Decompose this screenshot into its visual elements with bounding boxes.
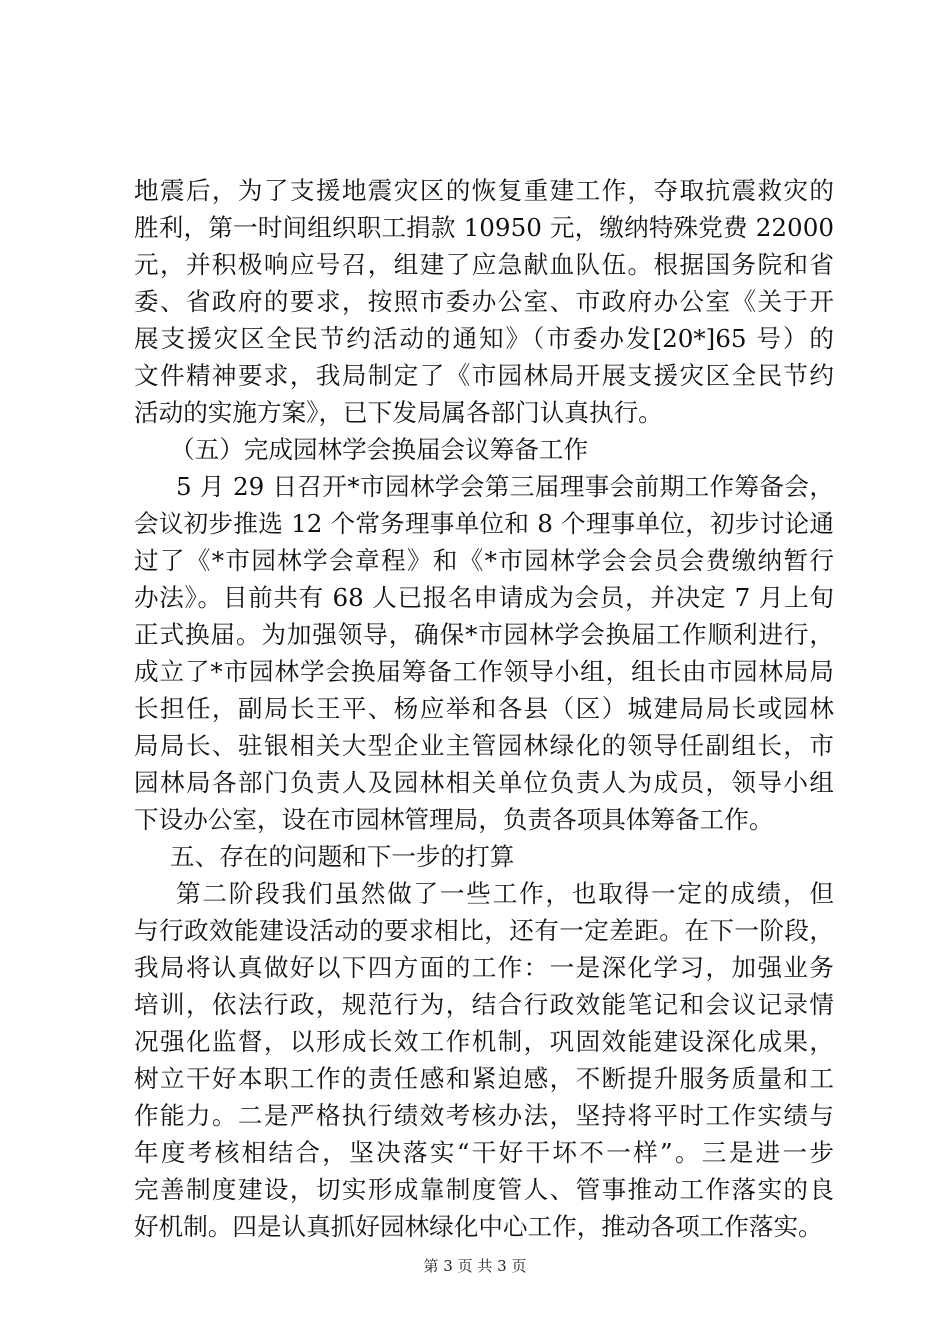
text-line: 地震后，为了支援地震灾区的恢复重建工作，夺取抗震救灾的 xyxy=(134,176,834,205)
text-line: 5 月 29 日召开*市园林学会第三届理事会前期工作筹备会， xyxy=(176,472,834,501)
text-line: 我局将认真做好以下四方面的工作：一是深化学习，加强业务 xyxy=(134,953,834,982)
text-line: 正式换届。为加强领导，确保*市园林学会换届工作顺利进行， xyxy=(134,620,834,649)
page-footer: 第 3 页 共 3 页 xyxy=(423,1257,527,1275)
text-line: 展支援灾区全民节约活动的通知》（市委办发[20*]65 号）的 xyxy=(134,324,834,353)
text-line: 园林局各部门负责人及园林相关单位负责人为成员，领导小组 xyxy=(134,768,834,797)
text-line: 下设办公室，设在市园林管理局，负责各项具体筹备工作。 xyxy=(134,805,774,834)
text-line: 文件精神要求，我局制定了《市园林局开展支援灾区全民节约 xyxy=(134,361,834,390)
text-line: 年度考核相结合，坚决落实“干好干坏不一样”。三是进一步 xyxy=(134,1138,834,1167)
section-heading: 五、存在的问题和下一步的打算 xyxy=(170,842,515,871)
text-line: 完善制度建设，切实形成靠制度管人、管事推动工作落实的良 xyxy=(134,1175,834,1204)
text-line: 元，并积极响应号召，组建了应急献血队伍。根据国务院和省 xyxy=(134,250,834,279)
text-line: 成立了*市园林学会换届筹备工作领导小组，组长由市园林局局 xyxy=(134,657,834,686)
text-line: 胜利，第一时间组织职工捐款 10950 元，缴纳特殊党费 22000 xyxy=(134,213,834,242)
text-line: 委、省政府的要求，按照市委办公室、市政府办公室《关于开 xyxy=(134,287,834,316)
text-line: 好机制。四是认真抓好园林绿化中心工作，推动各项工作落实。 xyxy=(134,1212,823,1241)
text-line: 长担任，副局长王平、杨应举和各县（区）城建局局长或园林 xyxy=(134,694,834,723)
text-line: 况强化监督，以形成长效工作机制，巩固效能建设深化成果， xyxy=(134,1027,834,1056)
text-line: 过了《*市园林学会章程》和《*市园林学会会员会费缴纳暂行 xyxy=(134,546,834,575)
text-line: 办法》。目前共有 68 人已报名申请成为会员，并决定 7 月上旬 xyxy=(134,583,834,612)
text-line: 作能力。二是严格执行绩效考核办法，坚持将平时工作实绩与 xyxy=(134,1101,834,1130)
text-line: 与行政效能建设活动的要求相比，还有一定差距。在下一阶段， xyxy=(134,916,834,945)
text-line: 树立干好本职工作的责任感和紧迫感，不断提升服务质量和工 xyxy=(134,1064,834,1093)
text-line: 会议初步推选 12 个常务理事单位和 8 个理事单位，初步讨论通 xyxy=(134,509,834,538)
text-line: 培训，依法行政，规范行为，结合行政效能笔记和会议记录情 xyxy=(134,990,834,1019)
section-heading: （五）完成园林学会换届会议筹备工作 xyxy=(170,435,589,464)
text-line: 活动的实施方案》，已下发局属各部门认真执行。 xyxy=(134,398,663,427)
document-body xyxy=(134,172,834,1245)
text-line: 局局长、驻银相关大型企业主管园林绿化的领导任副组长，市 xyxy=(134,731,834,760)
text-line: 第二阶段我们虽然做了一些工作，也取得一定的成绩，但 xyxy=(176,879,834,908)
